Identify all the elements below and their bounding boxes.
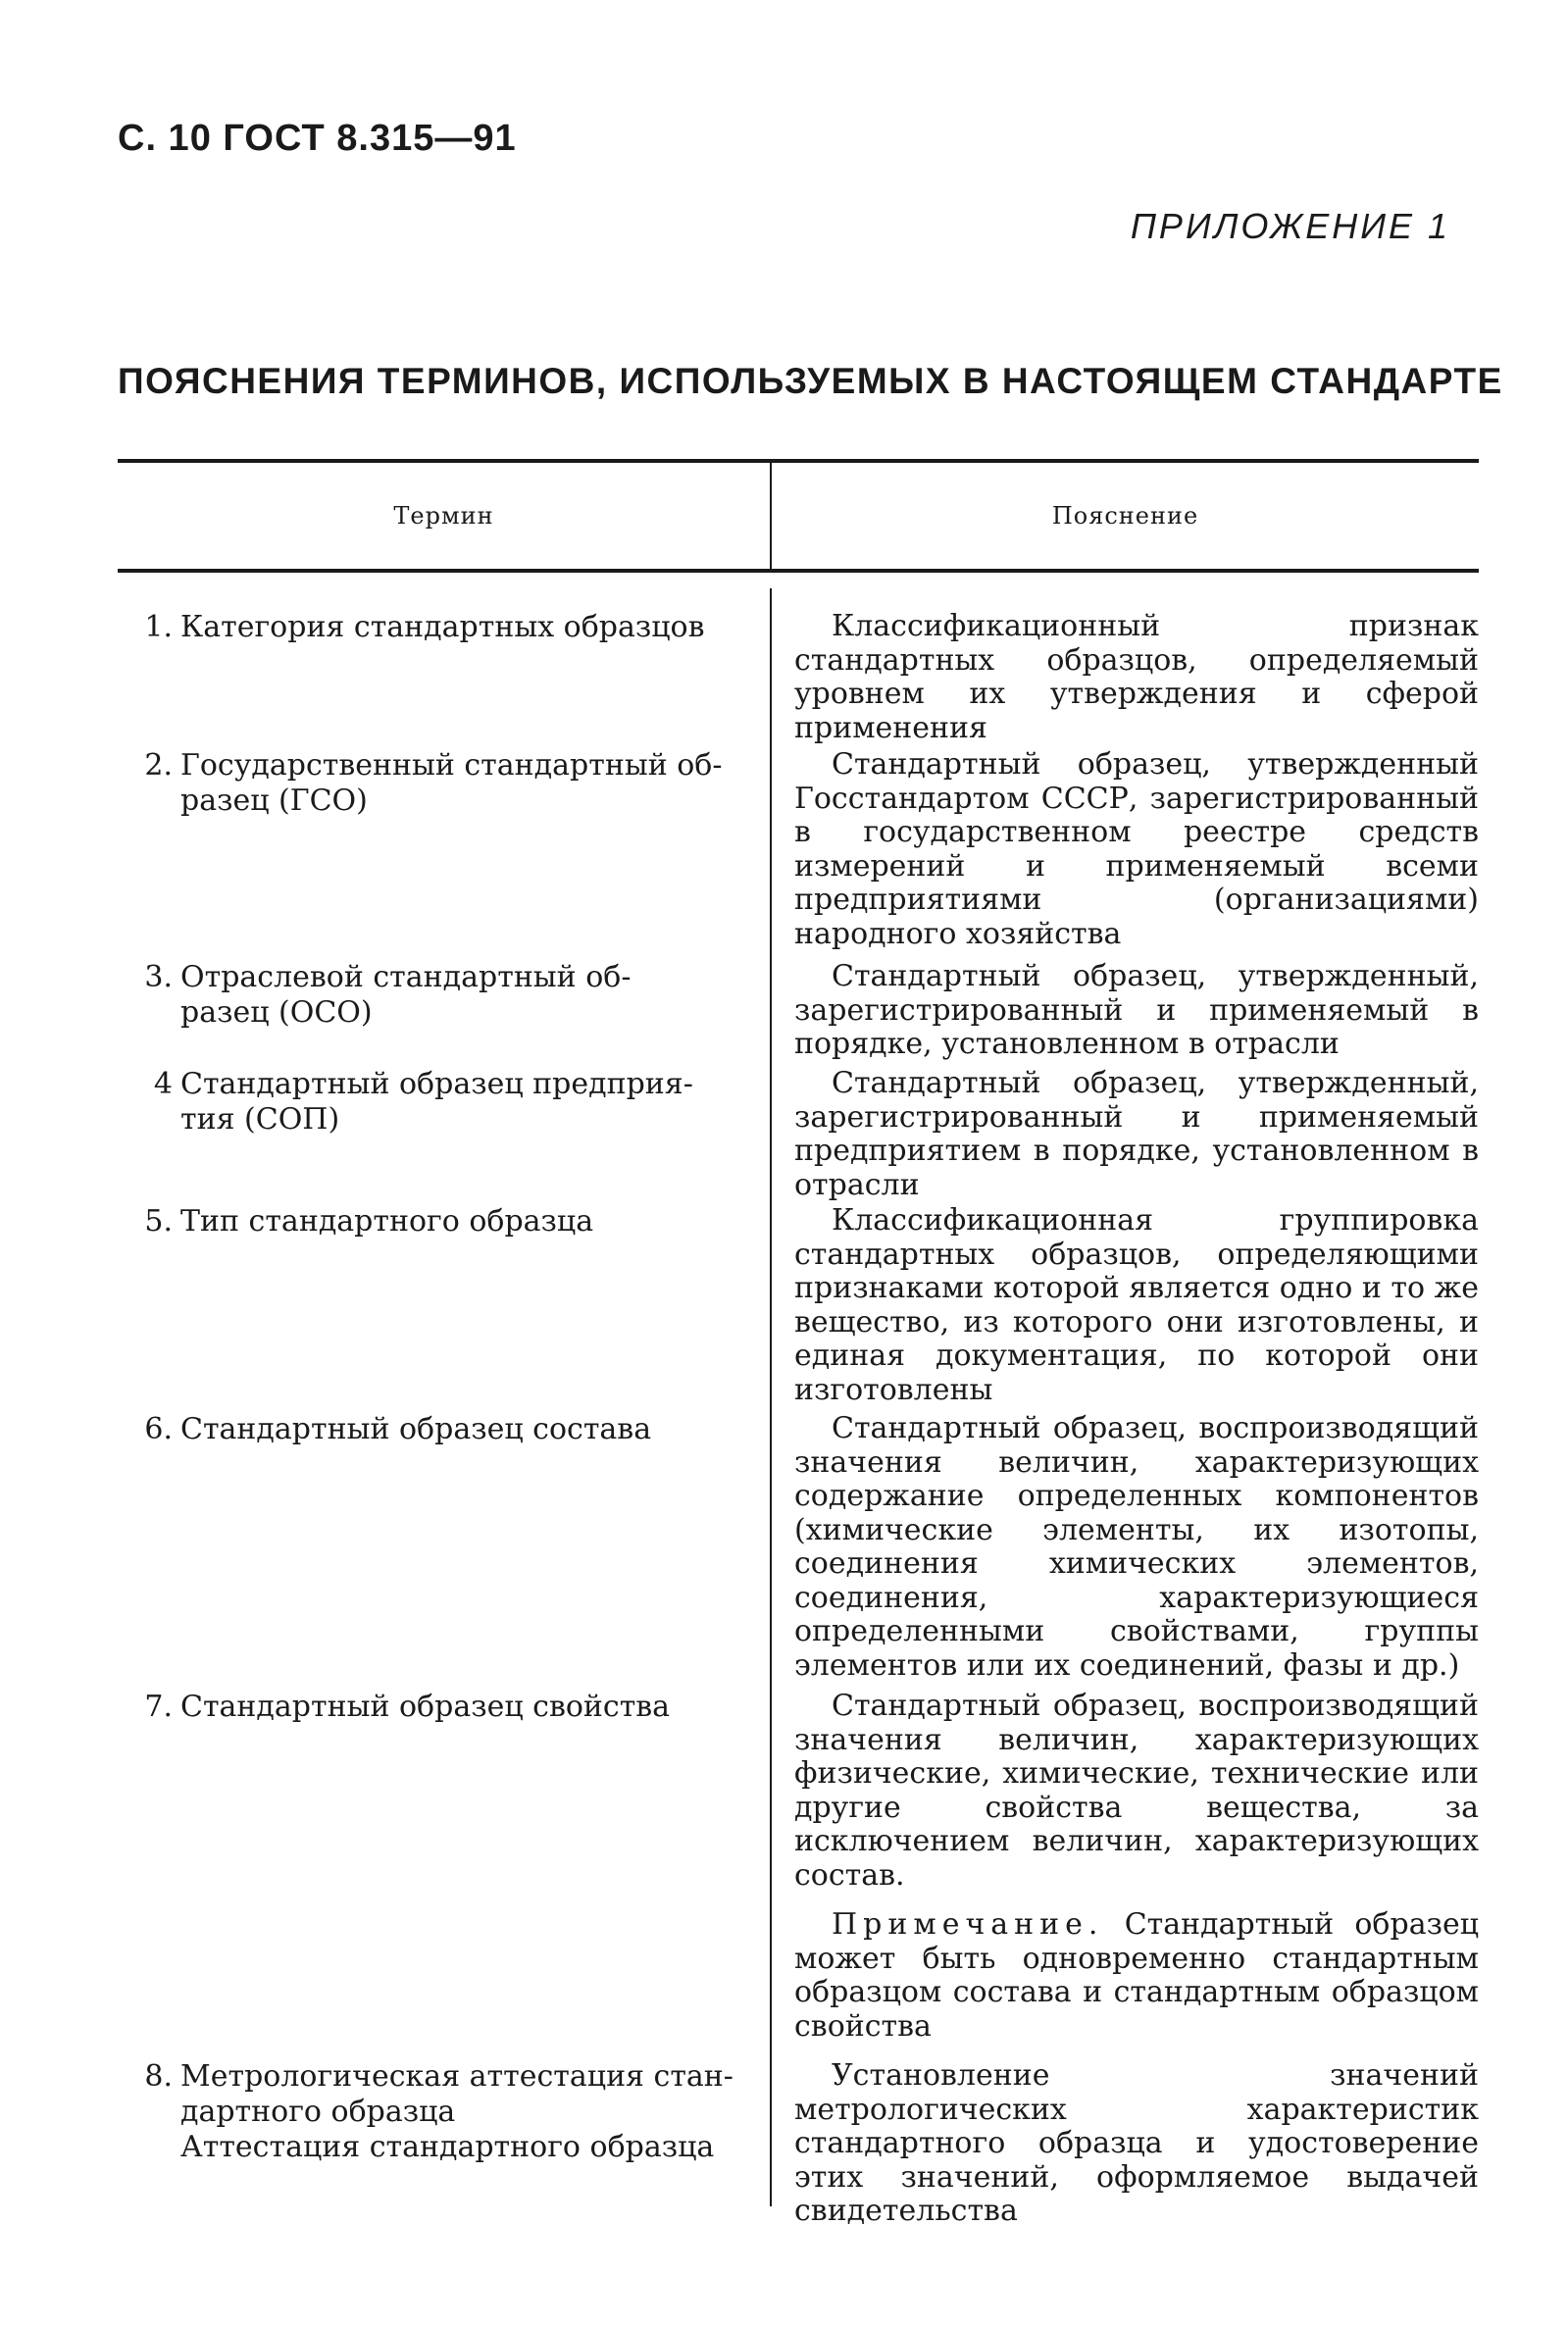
term-text: Стандартный образец предприя- [180,1067,693,1101]
explanation-cell: Установление значений метрологических характеристик стандартного образца и удостоверение этих значений, оформляемое выдачей свидетельства [794,2058,1479,2228]
term-number: 1. [144,610,173,644]
term-cell [118,610,745,645]
document-title: ПОЯСНЕНИЯ ТЕРМИНОВ, ИСПОЛЬЗУЕМЫХ В НАСТОЯЩЕМ СТАНДАРТЕ [118,361,1503,401]
note-text: Стандартный образец может быть одновременно стандартным образцом состава и стандартным образцом свойства [794,1907,1479,2044]
term-number: 7. [144,1690,173,1724]
term-number: 4 [153,1067,173,1101]
term-cell [118,1204,745,1239]
term-text: Категория стандартных образцов [180,610,705,644]
table-column-divider [770,588,772,2206]
appendix-label: ПРИЛОЖЕНИЕ 1 [1130,206,1450,246]
term-text: Стандартный образец состава [180,1412,652,1446]
term-number: 2. [144,748,173,783]
term-number: 5. [144,1204,173,1239]
explanation-cell: Стандартный образец, воспроизводящий значения величин, характеризующих физические, химические, технические или другие свойства вещества, за исключением величин, характеризующих состав. [794,1689,1479,1893]
page-header: С. 10 ГОСТ 8.315—91 [118,118,517,159]
explanation-cell: Стандартный образец, утвержденный, зарегистрированный и применяемый в порядке, установленном в отрасли [794,959,1479,1061]
term-synonym: Аттестация стандартного образца [180,2130,715,2164]
term-text-continued: разец (ОСО) [180,995,373,1030]
term-cell [118,1067,745,1138]
column-header-terms: Термин [393,502,494,530]
explanation-cell: Стандартный образец, утвержденный, зарегистрированный и применяемый предприятием в порядке, установленном в отрасли [794,1066,1479,1202]
term-number: 6. [144,1412,173,1446]
term-text-continued: тия (СОП) [180,1102,340,1137]
term-cell [118,1690,745,1725]
term-text-continued: дартного образца [180,2095,456,2129]
table-header-rule [118,569,1479,573]
explanation-cell: Стандартный образец, воспроизводящий значения величин, характеризующих содержание определенных компонентов (химические элементы, их изотопы, соединения химических элементов, соединения, характеризующиеся определенными свойствами, группы элементов или их соединений, фазы и др.) [794,1411,1479,1683]
term-cell [118,960,745,1031]
term-text: Метрологическая аттестация стан- [180,2059,733,2094]
explanation-cell: Классификационный признак стандартных образцов, определяемый уровнем их утверждения и сферой применения [794,609,1479,745]
column-header-explanation: Пояснение [1051,502,1199,530]
note-cell [794,1908,1479,2044]
note-label: Примечание. [832,1907,1104,1942]
term-text: Тип стандартного образца [180,1204,594,1239]
term-number: 3. [144,960,173,994]
term-text: Отраслевой стандартный об- [180,960,632,994]
term-number: 8. [144,2059,173,2094]
term-cell [118,2059,745,2165]
term-text: Стандартный образец свойства [180,1690,671,1724]
explanation-cell: Классификационная группировка стандартных образцов, определяющими признаками которой является одно и то же вещество, из которого они изготовлены, и единая документация, по которой они изготовлены [794,1203,1479,1407]
term-text: Государственный стандартный об- [180,748,723,783]
term-text-continued: разец (ГСО) [180,784,368,818]
table-top-rule [118,459,1479,463]
term-cell [118,748,745,819]
term-cell [118,1412,745,1447]
explanation-cell: Стандартный образец, утвержденный Госстандартом СССР, зарегистрированный в государственном реестре средств измерений и применяемый всеми предприятиями (организациями) народного хозяйства [794,747,1479,951]
